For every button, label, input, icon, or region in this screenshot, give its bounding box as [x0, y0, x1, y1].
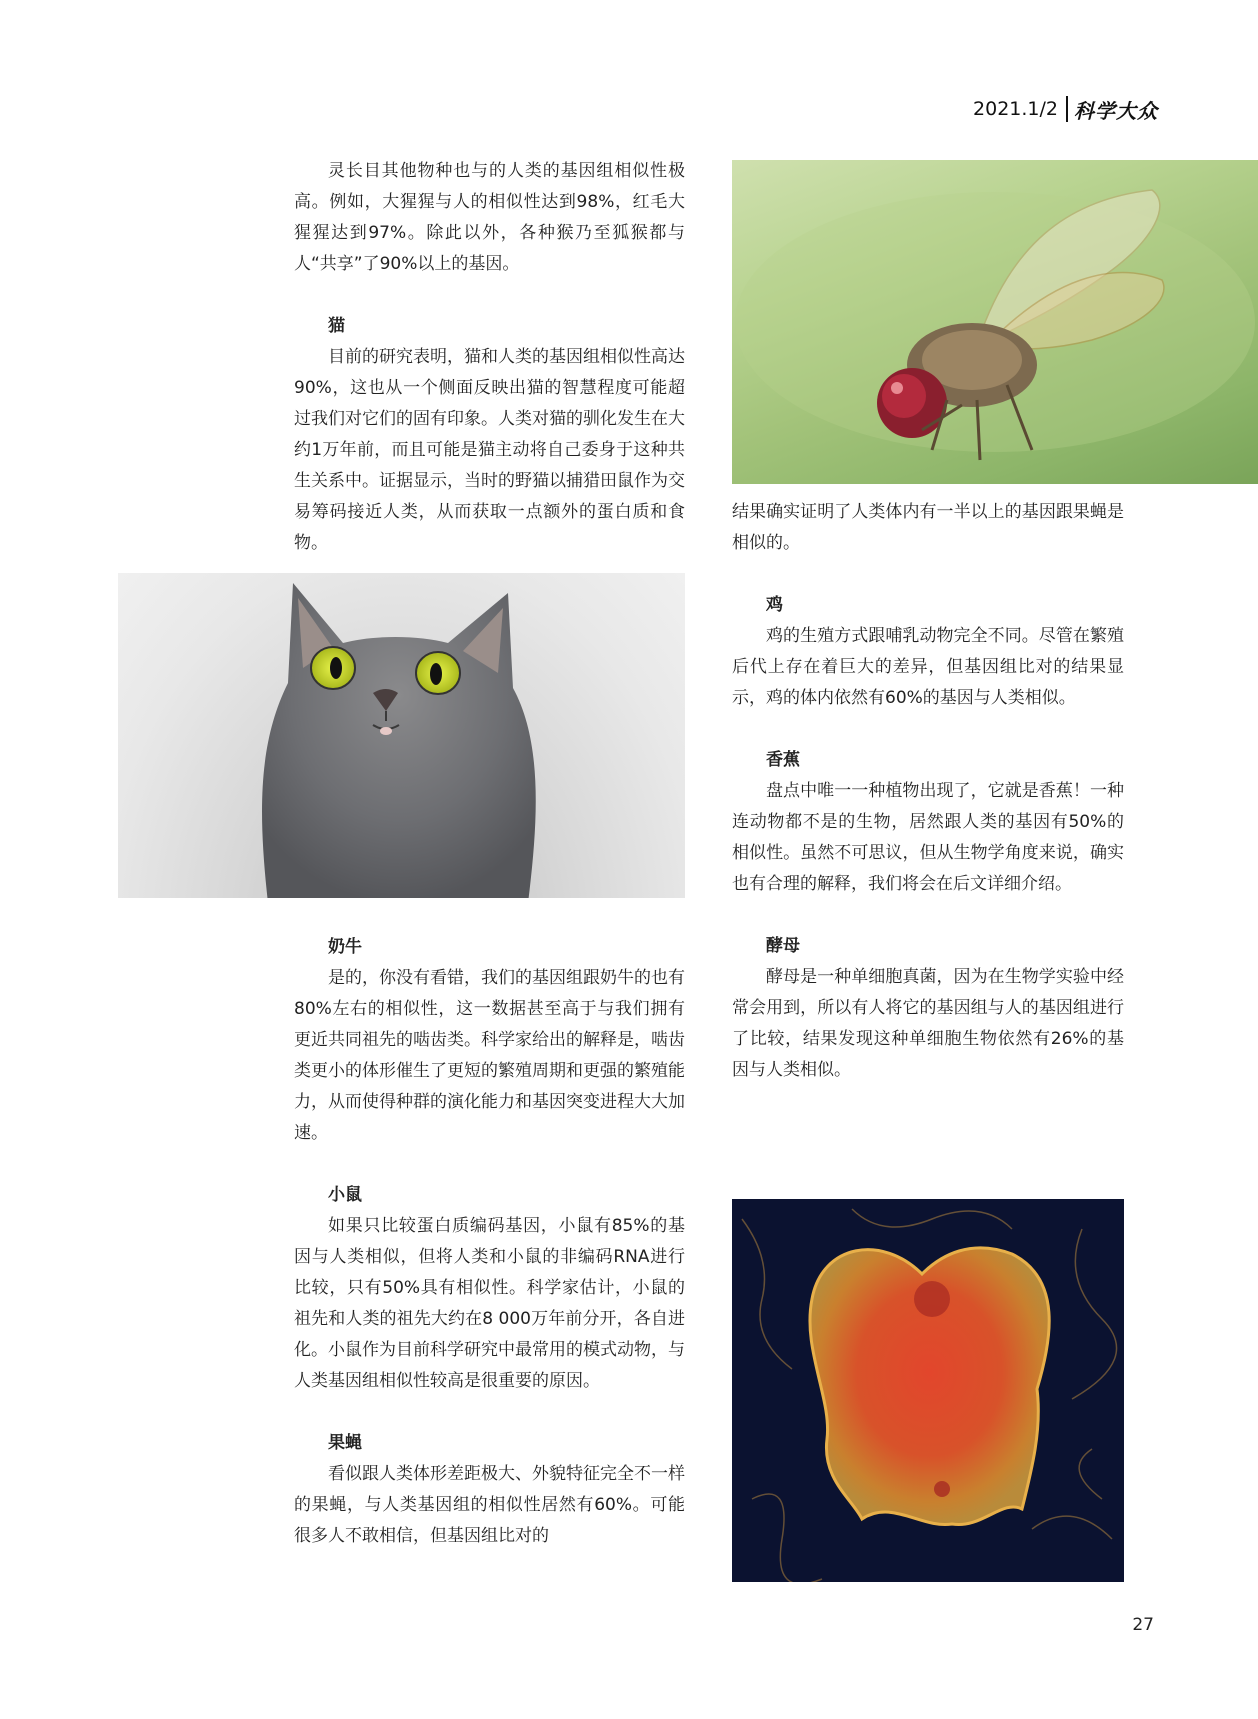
mouse-paragraph: 如果只比较蛋白质编码基因，小鼠有85%的基因与人类相似，但将人类和小鼠的非编码RNA进行比较，只有50%具有相似性。科学家估计，小鼠的祖先和人类的祖先大约在8 000万年前分开，各自进化。小鼠作为目前科学研究中最常用的模式动物，与人类基因组相似性较高是很重要的原因。: [294, 1216, 685, 1391]
section-heading-cat: 猫: [328, 316, 345, 336]
chicken-paragraph: 鸡的生殖方式跟哺乳动物完全不同。尽管在繁殖后代上存在着巨大的差异，但基因组比对的结果显示，鸡的体内依然有60%的基因与人类相似。: [732, 626, 1124, 708]
fruitfly-photo: [732, 160, 1258, 484]
left-column-bottom: [294, 932, 685, 1552]
cow-paragraph: 是的，你没有看错，我们的基因组跟奶牛的也有80%左右的相似性，这一数据甚至高于与我们拥有更近共同祖先的啮齿类。科学家给出的解释是，啮齿类更小的体形催生了更短的繁殖周期和更强的繁殖能力，从而使得种群的演化能力和基因突变进程大大加速。: [294, 968, 685, 1143]
fruitfly-paragraph: 看似跟人类体形差距极大、外貌特征完全不一样的果蝇，与人类基因组的相似性居然有60%。可能很多人不敢相信，但基因组比对的: [294, 1464, 685, 1546]
header-divider: [1066, 96, 1068, 122]
intro-paragraph: 灵长目其他物种也与的人类的基因组相似性极高。例如，大猩猩与人的相似性达到98%，红毛大猩猩达到97%。除此以外，各种猴乃至狐猴都与人“共享”了90%以上的基因。: [294, 161, 685, 274]
cat-paragraph: 目前的研究表明，猫和人类的基因组相似性高达90%，这也从一个侧面反映出猫的智慧程度可能超过我们对它们的固有印象。人类对猫的驯化发生在大约1万年前，而且可能是猫主动将自己委身于这种共生关系中。证据显示，当时的野猫以捕猎田鼠作为交易筹码接近人类，从而获取一点额外的蛋白质和食物。: [294, 347, 685, 553]
section-heading-yeast: 酵母: [766, 936, 800, 956]
page-header: [973, 94, 1158, 124]
issue-date: 2021.1/2: [973, 98, 1058, 120]
yeast-photo: [732, 1199, 1124, 1582]
section-heading-fruitfly: 果蝇: [328, 1433, 362, 1453]
section-heading-mouse: 小鼠: [328, 1185, 362, 1205]
banana-paragraph: 盘点中唯一一种植物出现了，它就是香蕉！一种连动物都不是的生物，居然跟人类的基因有50%的相似性。虽然不可思议，但从生物学角度来说，确实也有合理的解释，我们将会在后文详细介绍。: [732, 781, 1124, 894]
page-number: 27: [1132, 1615, 1154, 1635]
yeast-paragraph: 酵母是一种单细胞真菌，因为在生物学实验中经常会用到，所以有人将它的基因组与人的基因组进行了比较，结果发现这种单细胞生物依然有26%的基因与人类相似。: [732, 967, 1124, 1080]
section-heading-cow: 奶牛: [328, 937, 362, 957]
magazine-logo: 科学大众: [1074, 98, 1158, 123]
left-column-top: [294, 156, 685, 559]
right-column: [732, 497, 1124, 1086]
fruitfly-continued-paragraph: 结果确实证明了人类体内有一半以上的基因跟果蝇是相似的。: [732, 502, 1124, 553]
section-heading-chicken: 鸡: [766, 595, 783, 615]
cat-photo: [118, 573, 685, 898]
section-heading-banana: 香蕉: [766, 750, 800, 770]
